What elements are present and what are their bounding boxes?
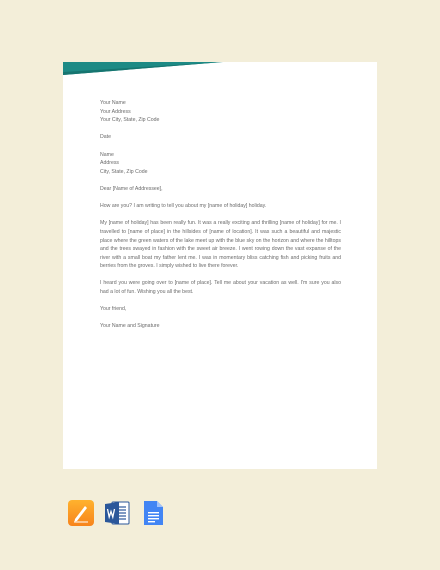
salutation: Dear [Name of Addressee], [100, 185, 163, 192]
word-icon[interactable] [104, 500, 130, 526]
sender-city: Your City, State, Zip Code [100, 117, 160, 124]
recipient-city: City, State, Zip Code [100, 168, 148, 175]
google-docs-icon[interactable] [140, 500, 166, 526]
paragraph-closing: I heard you were going over to [name of place]. Tell me about your vacation as well. I'm sure you also had a lot of fun. Wishing you all the best. [100, 280, 341, 296]
recipient-address: Address [100, 160, 120, 167]
letter-body [100, 99, 341, 331]
closing: Your friend, [100, 306, 127, 313]
teal-banner [63, 62, 377, 76]
sender-name: Your Name [100, 100, 126, 106]
signature: Your Name and Signature [100, 323, 160, 330]
letter-date: Date [100, 134, 111, 141]
paragraph-intro: How are you? I am writing to tell you about my [name of holiday] holiday. [100, 203, 267, 210]
paragraph-main: My [name of holiday] has been really fun. It was a really exciting and thrilling [name of holiday] for me. I travelled to [name of place] in the hillsides of [name of location]. It was such a beautiful and majestic place where the green waters of the lake meet up with the blue sky on the horizon and where the hilltops and the trees swayed in fashion with the sweet air breeze. I went rowing down the vast expanse of the river with a small boat my father lent me. I was in momentary bliss catching fish and picking fruits and berries from the groves. I simply wished to live there forever. [100, 220, 341, 270]
sender-address: Your Address [100, 108, 131, 115]
letter-page [63, 62, 377, 469]
format-icons [68, 500, 166, 526]
pages-icon[interactable] [68, 500, 94, 526]
recipient-name: Name [100, 151, 114, 158]
